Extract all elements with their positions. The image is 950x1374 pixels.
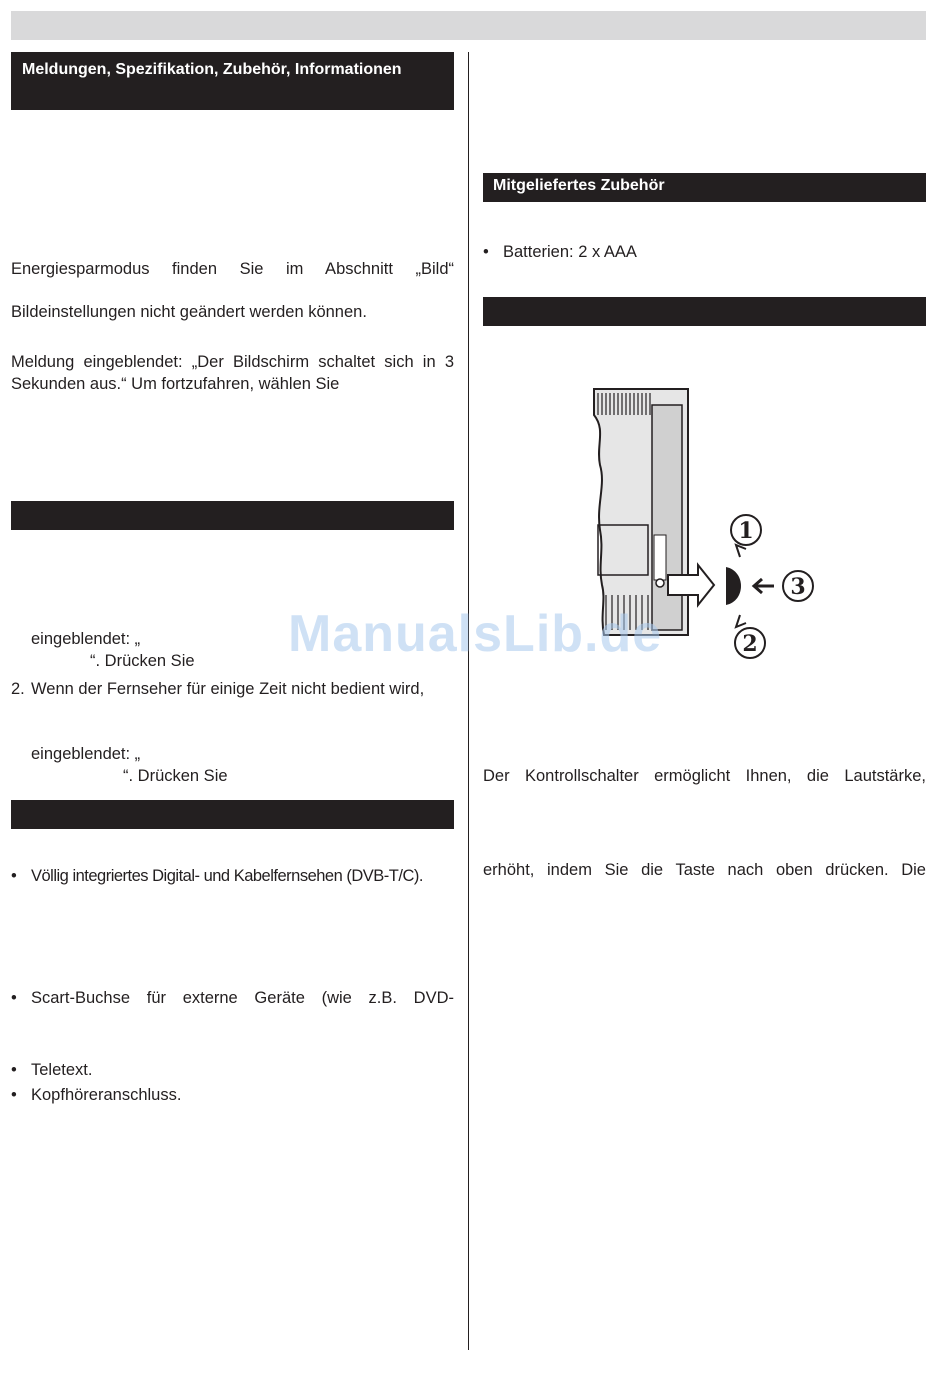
feature-text: Kopfhöreranschluss. bbox=[31, 1086, 182, 1104]
message-line-1: Meldung eingeblendet: „Der Bildschirm schaltet sich in 3 bbox=[11, 353, 454, 371]
feature-text: Teletext. bbox=[31, 1061, 93, 1079]
list-number-2: 2. bbox=[11, 680, 25, 698]
label-3 bbox=[783, 571, 813, 601]
section-header-features bbox=[11, 800, 454, 829]
message-line-2: Sekunden aus.“ Um fortzufahren, wählen Sie bbox=[11, 375, 340, 393]
bullet-dot: • bbox=[11, 1086, 17, 1104]
accessories-title: Mitgeliefertes Zubehör bbox=[493, 177, 665, 194]
feature-item bbox=[11, 1059, 454, 1081]
standby-text-3: eingeblendet: „ bbox=[31, 745, 141, 763]
section-header-control-switch bbox=[483, 297, 926, 326]
feature-text: Scart-Buchse für externe Geräte (wie z.B. DVD- bbox=[31, 989, 454, 1007]
label-2 bbox=[735, 628, 765, 658]
label-3-text: 3 bbox=[790, 574, 806, 600]
accessory-text: Batterien: 2 x AAA bbox=[503, 243, 637, 261]
bullet-dot: • bbox=[483, 243, 489, 261]
bullet-dot: • bbox=[11, 867, 17, 885]
watermark: ManualsLib.de bbox=[288, 605, 663, 663]
standby-text-4: “. Drücken Sie bbox=[123, 767, 228, 785]
control-switch-line-2: erhöht, indem Sie die Taste nach oben drücken. Die bbox=[483, 861, 926, 879]
bullet-dot: • bbox=[11, 1061, 17, 1079]
label-1-text: 1 bbox=[738, 518, 754, 544]
standby-text-1: eingeblendet: „ bbox=[31, 630, 141, 648]
control-switch-line-1: Der Kontrollschalter ermöglicht Ihnen, die Lautstärke, bbox=[483, 767, 926, 785]
tv-rear-panel bbox=[594, 389, 688, 635]
list-item-2-text: Wenn der Fernseher für einige Zeit nicht bedient wird, bbox=[31, 680, 425, 698]
section-title: Meldungen, Spezifikation, Zubehör, Informationen bbox=[22, 61, 402, 78]
feature-item bbox=[11, 987, 454, 1009]
label-1 bbox=[731, 515, 761, 545]
feature-item bbox=[11, 865, 454, 887]
section-header-standby bbox=[11, 501, 454, 530]
energy-saving-line: Energiesparmodus finden Sie im Abschnitt „Bild“ bbox=[11, 260, 454, 278]
standby-text-2: “. Drücken Sie bbox=[90, 652, 195, 670]
feature-text: Völlig integriertes Digital- und Kabelfernsehen (DVB-T/C). bbox=[31, 867, 423, 885]
bullet-dot: • bbox=[11, 989, 17, 1007]
section-header-accessories bbox=[483, 173, 926, 202]
accessory-item bbox=[483, 241, 926, 263]
feature-item bbox=[11, 1084, 454, 1106]
column-divider bbox=[468, 52, 469, 1350]
picture-settings-line: Bildeinstellungen nicht geändert werden können. bbox=[11, 303, 367, 321]
section-header-notifications bbox=[11, 52, 454, 110]
label-2-text: 2 bbox=[742, 631, 758, 657]
control-switch-knob bbox=[726, 545, 774, 627]
top-header-bar bbox=[11, 11, 926, 40]
